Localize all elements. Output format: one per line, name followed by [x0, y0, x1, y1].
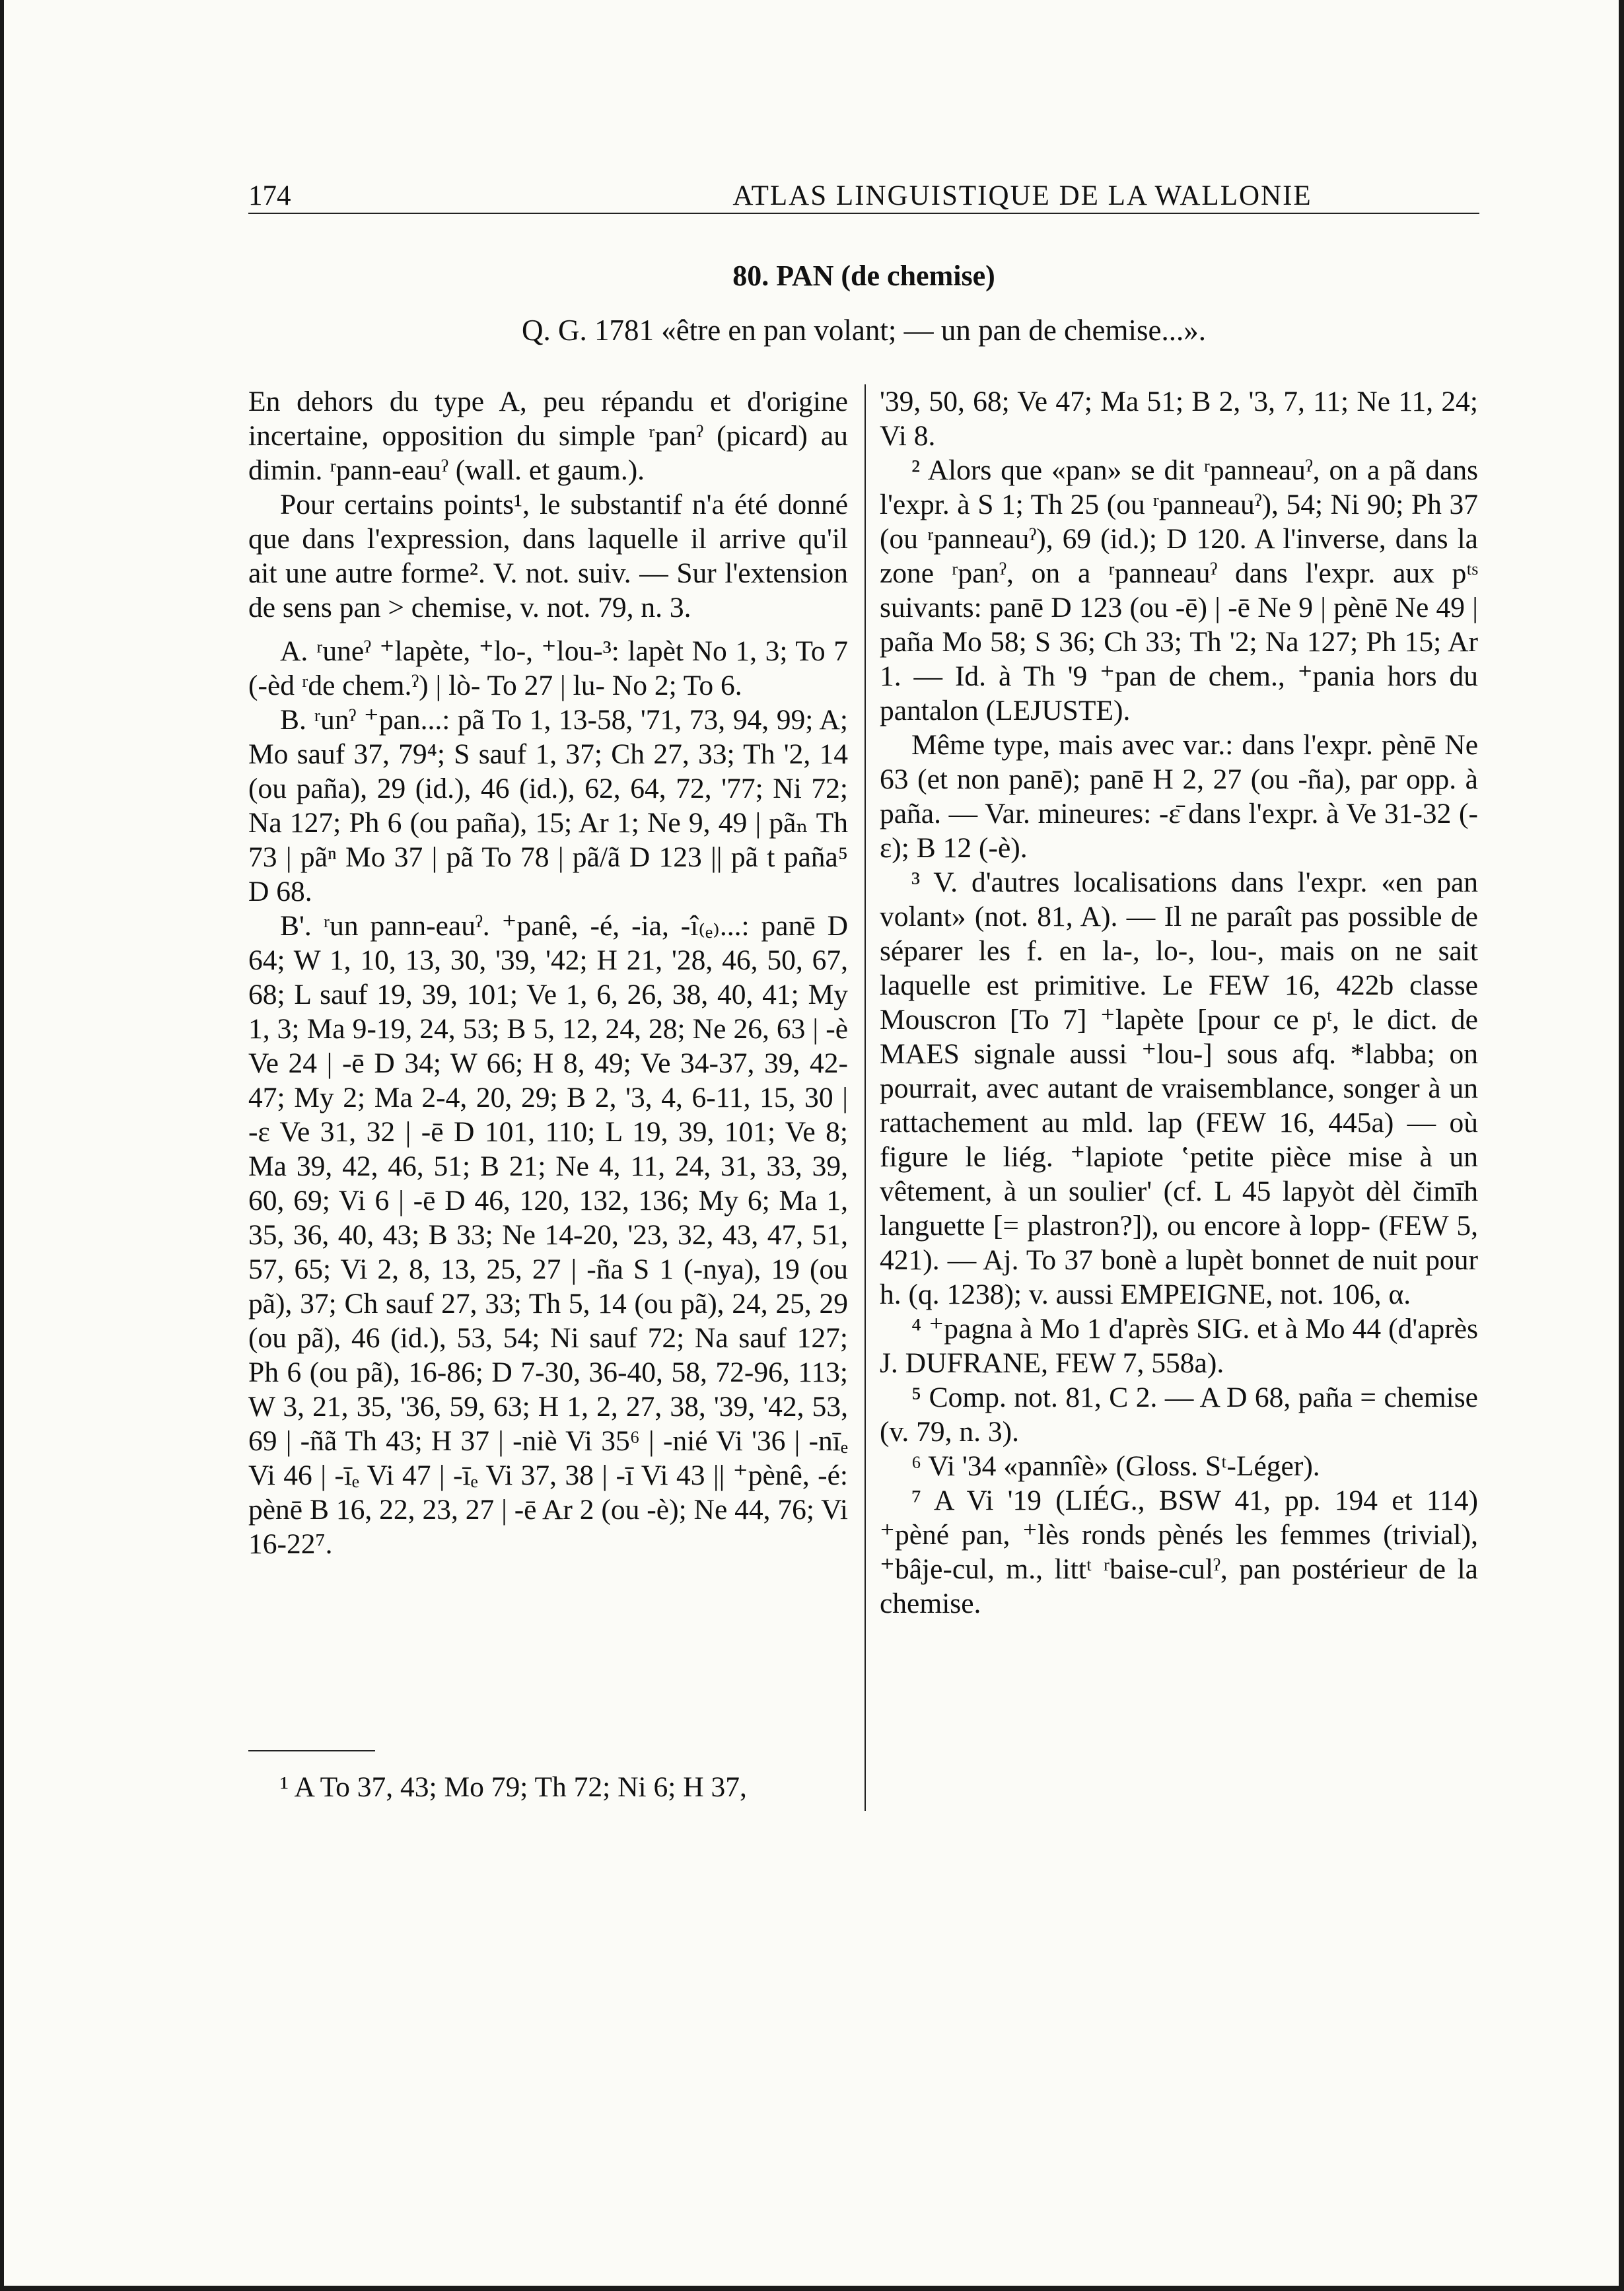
paragraph-type-a: A. ʳuneˀ ⁺lapète, ⁺lo-, ⁺lou-³: lapèt No 1, 3; To 7 (-èd ʳde chem.ˀ) | lò- To 27 | lu- No 2; To 6.	[248, 635, 848, 701]
footnote-2: ² Alors que «pan» se dit ʳpanneauˀ, on a pã dans l'expr. à S 1; Th 25 (ou ʳpanneauˀ), 54; Ni 90; Ph 37 (ou ʳpanneauˀ), 69 (id.); D 120. A l'inverse, dans la zone ʳpanˀ, on a ʳpanneauˀ dans l'expr. aux pᵗˢ suivants: panē D 123 (ou -ē) | -ē Ne 9 | pènē Ne 49 | paña Mo 58; S 36; Ch 33; Th '2; Na 127; Ph 15; Ar 1. — Id. à Th '9 ⁺pan de chem., ⁺pania hors du pantalon (LEJUSTE).	[880, 454, 1478, 726]
page-header	[248, 173, 1479, 214]
footnote-4: ⁴ ⁺pagna à Mo 1 d'après SIG. et à Mo 44 (d'après J. DUFRANE, FEW 7, 558a).	[880, 1313, 1478, 1379]
footnote-5: ⁵ Comp. not. 81, C 2. — A D 68, paña = chemise (v. 79, n. 3).	[880, 1382, 1478, 1448]
footnote-6: ⁶ Vi '34 «pannîè» (Gloss. Sᵗ-Léger).	[911, 1450, 1320, 1482]
footnote-1: ¹ A To 37, 43; Mo 79; Th 72; Ni 6; H 37,	[280, 1771, 747, 1803]
running-title: ATLAS LINGUISTIQUE DE LA WALLONIE	[732, 180, 1312, 211]
article-title: 80. PAN (de chemise)	[732, 260, 995, 292]
paragraph-type-b: B. ʳunˀ ⁺pan...: pã To 1, 13-58, '71, 73, 94, 99; A; Mo sauf 37, 79⁴; S sauf 1, 37; Ch 27, 33; Th '2, 14 (ou paña), 29 (id.), 46 (id.), 62, 64, 72, '77; Ni 72; Na 127; Ph 6 (ou paña), 15; Ar 1; Ne 9, 49 | pãₙ Th 73 | pãⁿ Mo 37 | pã To 78 | pã/ã D 123 || pã t paña⁵ D 68.	[248, 704, 848, 907]
footnote-3: ³ V. d'autres localisations dans l'expr. «en pan volant» (not. 81, A). — Il ne paraît pas possible de séparer les f. en la-, lo-, lou-, mais on ne sait laquelle est primitive. Le FEW 16, 422b classe Mouscron [To 7] ⁺lapète [pour ce pᵗ, le dict. de MAES signale aussi ⁺lou-] sous afq. *labba; on pourrait, avec autant de vraisemblance, songer à un rattachement au mld. lap (FEW 16, 445a) — où figure le liég. ⁺lapiote ʽpetite pièce mise à un vêtement, à un soulier' (cf. L 45 lapyòt dèl čimīh languette [= plastron?]), ou encore à lopp- (FEW 5, 421). — Aj. To 37 bonè a lupèt bonnet de nuit pour h. (q. 1238); v. aussi EMPEIGNE, not. 106, α.	[880, 866, 1478, 1310]
left-column	[248, 384, 848, 1561]
right-column	[880, 384, 1478, 1621]
footnote-7: ⁷ A Vi '19 (LIÉG., BSW 41, pp. 194 et 114) ⁺pèné pan, ⁺lès ronds pènés les femmes (trivial), ⁺bâje-cul, m., littᵗ ʳbaise-culˀ, pan postérieur de la chemise.	[880, 1485, 1478, 1619]
paragraph-type-b-prime: B'. ʳun pann-eauˀ. ⁺panê, -é, -ia, -î₍ₑ₎...: panē D 64; W 1, 10, 13, 30, '39, '42; H 21, '28, 46, 50, 67, 68; L sauf 19, 39, 101; Ve 1, 6, 26, 38, 40, 41; My 1, 3; Ma 9-19, 24, 53; B 5, 12, 24, 28; Ne 26, 63 | -è Ve 24 | -ē D 34; W 66; H 8, 49; Ve 34-37, 39, 42-47; My 2; Ma 2-4, 20, 29; B 2, '3, 4, 6-11, 15, 30 | -ɛ Ve 31, 32 | -ē D 101, 110; L 19, 39, 101; Ve 8; Ma 39, 42, 46, 51; B 21; Ne 4, 11, 24, 31, 33, 39, 60, 69; Vi 6 | -ē D 46, 120, 132, 136; My 6; Ma 1, 35, 36, 40, 43; B 33; Ne 14-20, '23, 32, 43, 47, 51, 57, 65; Vi 2, 8, 13, 25, 27 | -ña S 1 (-nya), 19 (ou pã), 37; Ch sauf 27, 33; Th 5, 14 (ou pã), 24, 25, 29 (ou pã), 46 (id.), 53, 54; Ni sauf 72; Na sauf 127; Ph 6 (ou pã), 16-86; D 7-30, 36-40, 58, 72-96, 113; W 3, 21, 35, '36, 59, 63; H 1, 2, 27, 38, '39, '42, 53, 69 | -ñã Th 43; H 37 | -niè Vi 35⁶ | -nié Vi '36 | -nīₑ Vi 46 | -īₑ Vi 47 | -īₑ Vi 37, 38 | -ī Vi 43 || ⁺pènê, -é: pènē B 16, 22, 23, 27 | -ē Ar 2 (ou -è); Ne 44, 76; Vi 16-22⁷.	[248, 910, 848, 1560]
article-question: Q. G. 1781 «être en pan volant; — un pan de chemise...».	[522, 314, 1206, 347]
footnote-2-continued: Même type, mais avec var.: dans l'expr. pènē Ne 63 (et non panē); panē H 2, 27 (ou -ña), par opp. à paña. — Var. mineures: -ɛ̄ dans l'expr. à Ve 31-32 (-ɛ); B 12 (-è).	[880, 729, 1478, 864]
footnote-separator	[248, 1750, 375, 1751]
footnote-1-continued: '39, 50, 68; Ve 47; Ma 51; B 2, '3, 7, 11; Ne 11, 24; Vi 8.	[880, 386, 1478, 452]
paragraph-points: Pour certains points¹, le substantif n'a été donné que dans l'expression, dans laquelle il arrive qu'il ait une autre forme². V. not. suiv. — Sur l'extension de sens pan > chemise, v. not. 79, n. 3.	[248, 489, 848, 623]
page-number: 174	[248, 180, 291, 211]
paragraph-intro: En dehors du type A, peu répandu et d'origine incertaine, opposition du simple ʳpanˀ (picard) au dimin. ʳpann-eauˀ (wall. et gaum.).	[248, 386, 848, 486]
column-divider	[865, 384, 866, 1811]
